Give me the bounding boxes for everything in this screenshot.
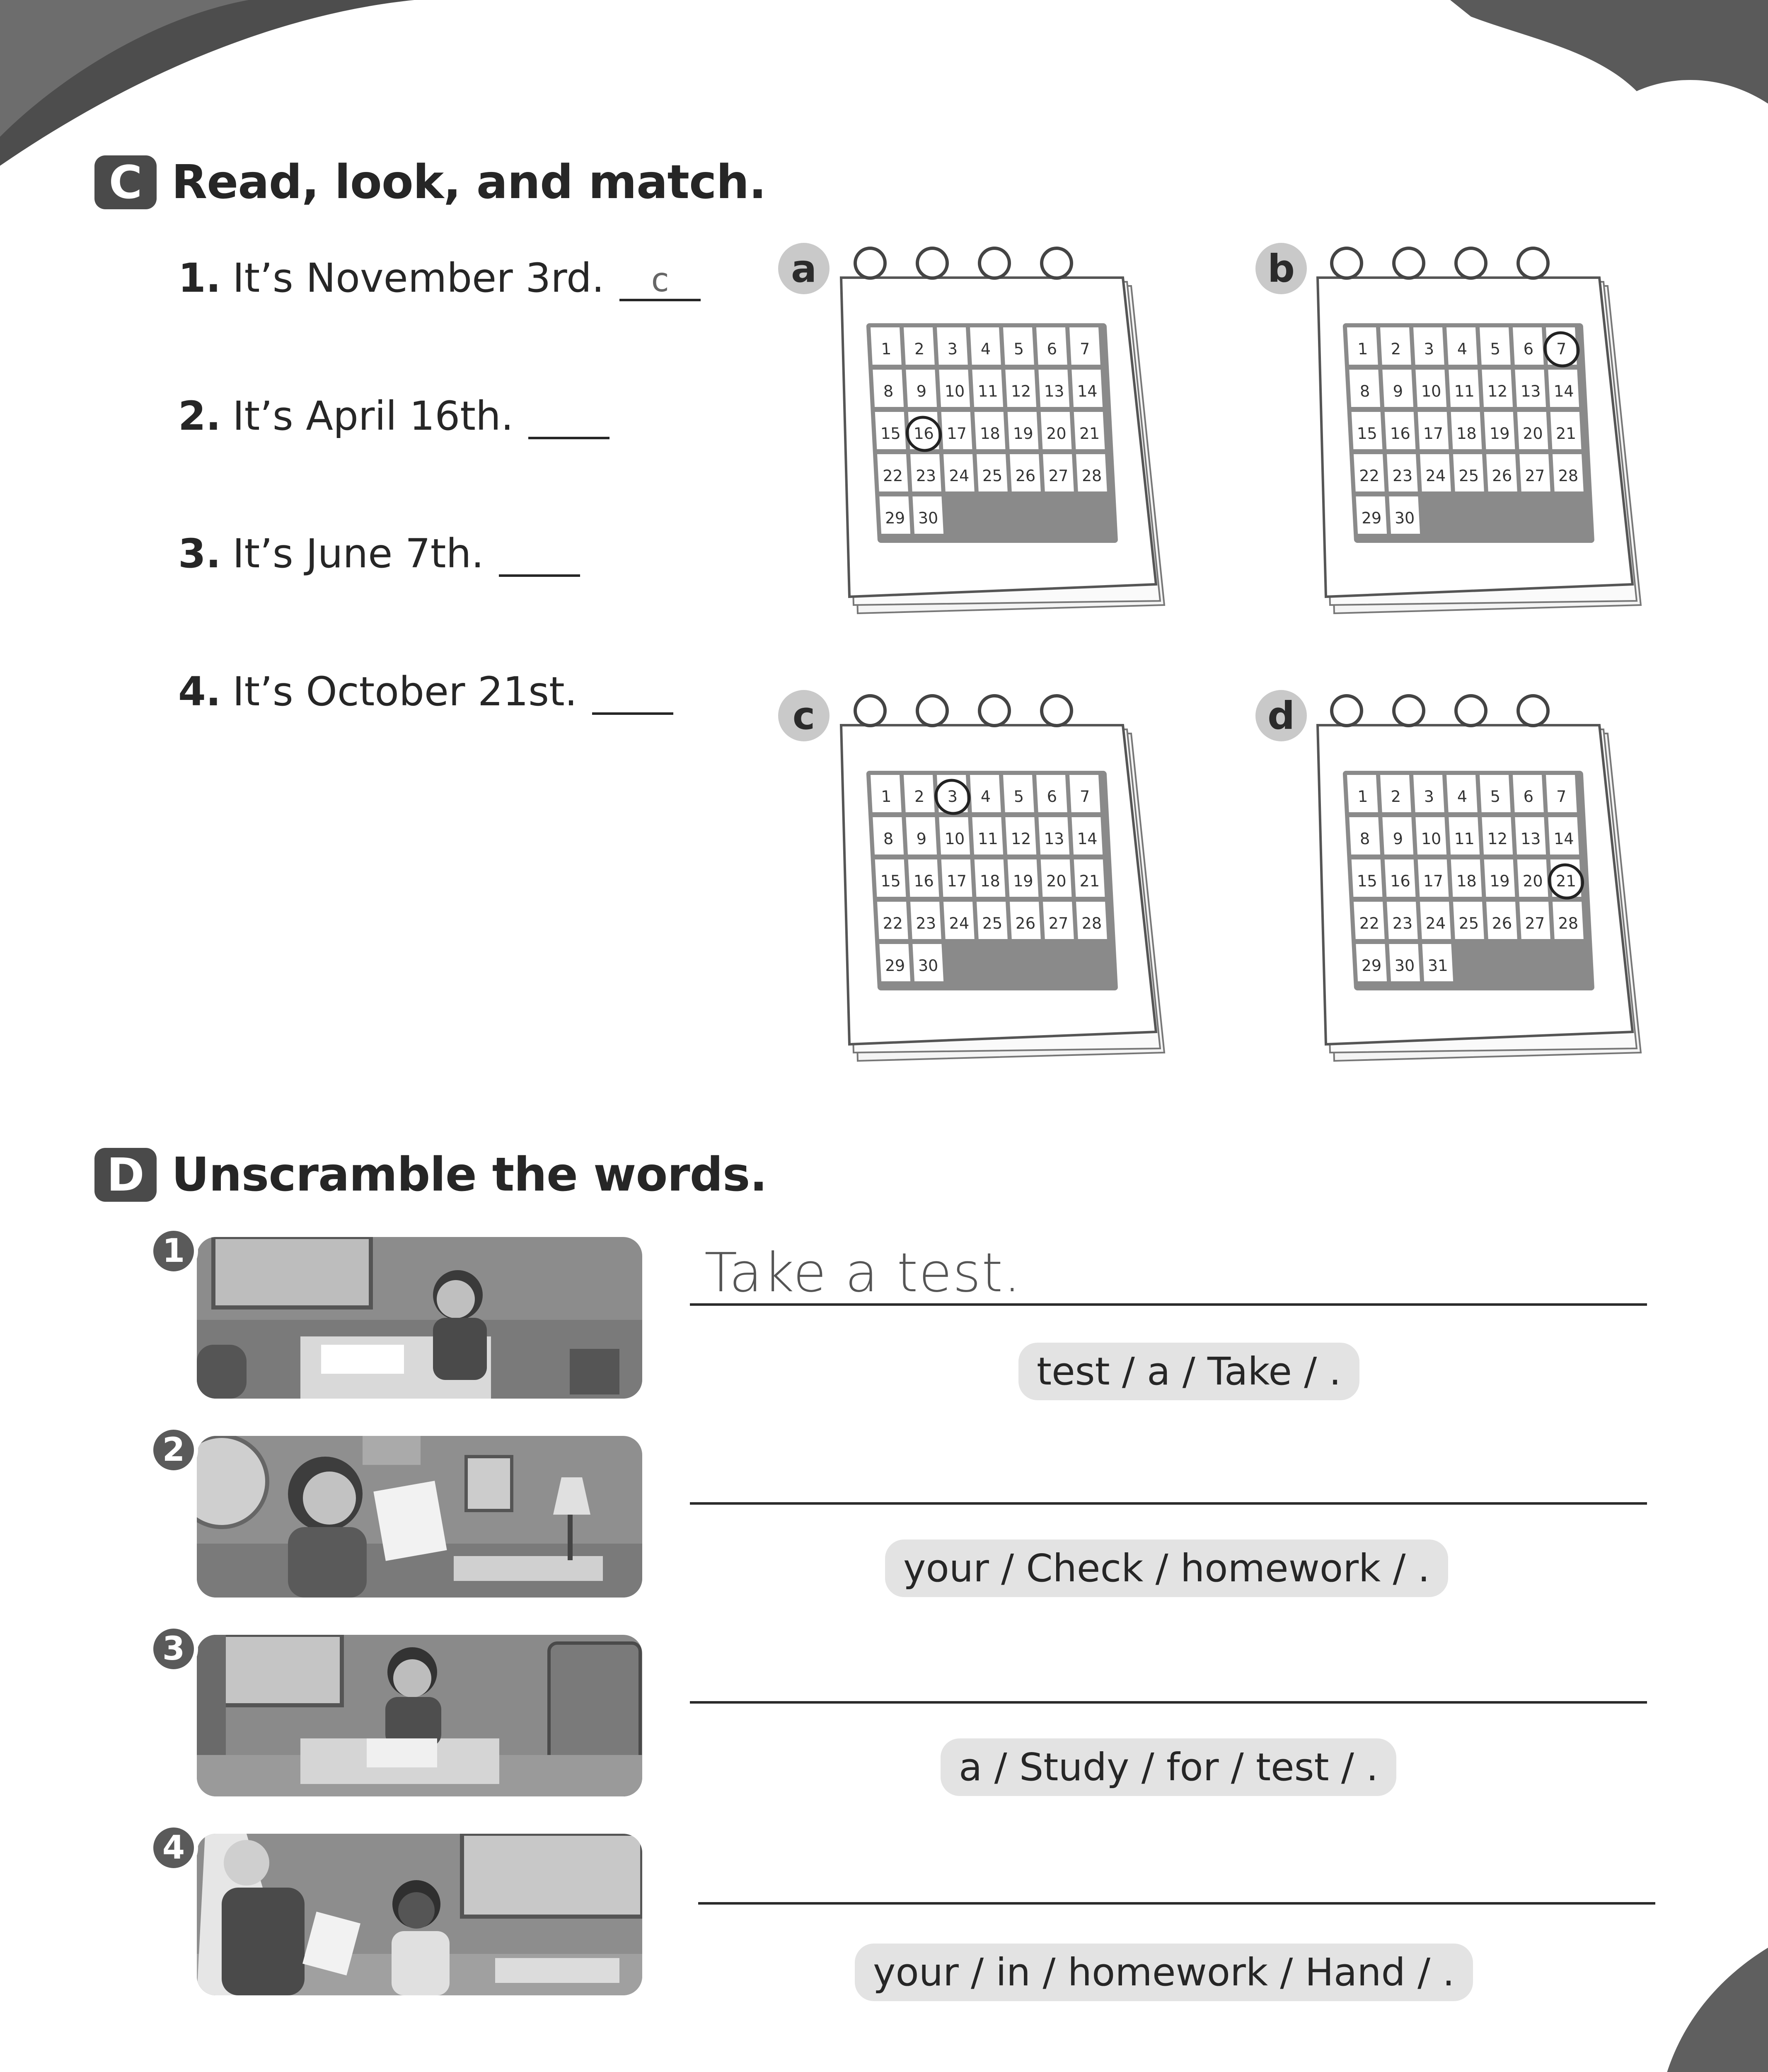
match-item-4 (178, 668, 673, 715)
calendar-day-label: 10 (1420, 382, 1442, 400)
calendar-day-label: 26 (1491, 467, 1513, 485)
section-d-header (94, 1148, 767, 1202)
calendar-day-label: 11 (1454, 830, 1475, 848)
calendar-day-label: 27 (1048, 467, 1069, 485)
calendar-letter-a: a (778, 243, 830, 294)
section-d-title: Unscramble the words. (172, 1148, 767, 1202)
calendar-day-label: 16 (1390, 424, 1411, 443)
calendar-ring (1042, 248, 1071, 278)
calendar-ring (1394, 696, 1424, 726)
calendar-day-label: 24 (1425, 914, 1446, 932)
calendar-day-label: 7 (1556, 787, 1567, 806)
picture-badge-1: 1 (149, 1227, 198, 1276)
calendar-day-label: 24 (948, 914, 970, 932)
calendar-day-label: 23 (915, 914, 937, 932)
calendar-day-label: 8 (883, 382, 894, 400)
picture-badge-4: 4 (149, 1823, 198, 1872)
calendar-day-label: 29 (1361, 956, 1382, 975)
calendar-day-label: 27 (1524, 467, 1546, 485)
answer-text-1: Take a test. (704, 1241, 1022, 1304)
calendar-day-label: 3 (947, 787, 958, 806)
calendar-day-label: 6 (1046, 787, 1057, 806)
answer-line-1[interactable] (690, 1303, 1647, 1306)
calendar-day-label: 9 (1392, 830, 1404, 848)
calendar-day-label: 21 (1555, 424, 1577, 443)
calendar-day-label: 3 (1423, 340, 1434, 358)
calendar-ring (1042, 696, 1071, 726)
calendar-day-label: 10 (1420, 830, 1442, 848)
scrambled-words-3: a / Study / for / test / . (941, 1738, 1396, 1796)
item-text: It’s October 21st. (232, 668, 578, 715)
calendar-day-label: 26 (1015, 467, 1036, 485)
calendar-day-label: 24 (1425, 467, 1446, 485)
calendar-day-label: 17 (1423, 872, 1444, 890)
calendar-day-label: 9 (916, 830, 927, 848)
answer-blank-4[interactable] (592, 679, 673, 715)
match-item-3 (178, 530, 580, 577)
calendar-day-label: 12 (1010, 382, 1032, 400)
bottom-decoration (1533, 1948, 1768, 2072)
calendar-day-label: 15 (1357, 424, 1378, 443)
calendar-day-label: 2 (1390, 340, 1401, 358)
calendar-day-label: 22 (882, 467, 904, 485)
calendar-ring (1332, 696, 1362, 726)
calendar-day-label: 29 (884, 956, 906, 975)
calendar-day-label: 19 (1489, 424, 1510, 443)
calendar-day-label: 12 (1487, 382, 1508, 400)
calendar-day-label: 15 (880, 872, 901, 890)
calendar-day-label: 14 (1076, 830, 1098, 848)
calendar-day-label: 6 (1523, 787, 1534, 806)
calendar-day-label: 7 (1079, 340, 1091, 358)
calendar-day-label: 1 (1357, 340, 1368, 358)
calendar-letter-b: b (1255, 243, 1307, 294)
calendar-day-label: 24 (948, 467, 970, 485)
calendar-day-label: 22 (1359, 467, 1380, 485)
calendar-day-label: 14 (1076, 382, 1098, 400)
calendar-grid (866, 771, 1118, 990)
calendar-day-label: 10 (944, 382, 965, 400)
calendar-day-label: 20 (1522, 872, 1543, 890)
calendar-a[interactable] (833, 240, 1197, 630)
section-c-header (94, 155, 766, 209)
calendar-ring (1456, 248, 1486, 278)
section-d-badge: D (94, 1148, 157, 1202)
item-number: 1. (178, 255, 221, 301)
calendar-day-label: 28 (1081, 467, 1103, 485)
match-item-1 (178, 255, 701, 301)
calendar-day-label: 18 (1456, 424, 1477, 443)
calendar-day-label: 31 (1427, 956, 1449, 975)
calendar-day-label: 27 (1524, 914, 1546, 932)
calendar-day-label: 9 (916, 382, 927, 400)
calendar-day-label: 21 (1555, 872, 1577, 890)
calendar-day-label: 4 (1456, 787, 1468, 806)
calendar-day-label: 25 (1458, 914, 1480, 932)
answer-line-3[interactable] (690, 1701, 1647, 1704)
calendar-day-label: 17 (1423, 424, 1444, 443)
calendar-day-label: 12 (1487, 830, 1508, 848)
calendar-day-label: 22 (1359, 914, 1380, 932)
calendar-day-label: 26 (1491, 914, 1513, 932)
calendar-letter-c: c (778, 690, 830, 741)
calendar-day-label: 13 (1520, 382, 1541, 400)
calendar-day-label: 11 (977, 382, 999, 400)
calendar-day-label: 19 (1013, 872, 1034, 890)
student-handing-in-homework-illustration (197, 1834, 642, 1995)
section-c-title: Read, look, and match. (172, 155, 766, 209)
calendar-letter-d: d (1255, 690, 1307, 741)
calendar-day-label: 20 (1046, 872, 1067, 890)
calendar-day-label: 11 (1454, 382, 1475, 400)
calendar-day-label: 20 (1046, 424, 1067, 443)
calendar-day-label: 13 (1520, 830, 1541, 848)
calendar-day-label: 8 (883, 830, 894, 848)
calendar-day-label: 15 (880, 424, 901, 443)
calendar-day-label: 29 (884, 509, 906, 527)
calendar-ring (980, 696, 1009, 726)
section-c-badge: C (94, 155, 157, 209)
answer-line-4[interactable] (698, 1902, 1655, 1905)
picture-badge-3: 3 (149, 1624, 198, 1673)
student-taking-test-illustration (197, 1237, 642, 1399)
calendar-day-label: 23 (1392, 467, 1413, 485)
calendar-day-label: 28 (1558, 467, 1579, 485)
picture-badge-2: 2 (149, 1426, 198, 1474)
answer-blank-3[interactable] (499, 541, 580, 577)
calendar-day-label: 19 (1489, 872, 1510, 890)
calendar-day-label: 20 (1522, 424, 1543, 443)
calendar-day-label: 12 (1010, 830, 1032, 848)
calendar-ring (1332, 248, 1362, 278)
calendar-ring (1518, 696, 1548, 726)
answer-blank-2[interactable] (528, 404, 609, 439)
item-number: 4. (178, 668, 221, 715)
calendar-day-label: 3 (1423, 787, 1434, 806)
picture-4 (197, 1834, 642, 1995)
calendar-ring (855, 696, 885, 726)
item-text: It’s November 3rd. (232, 255, 605, 301)
calendar-day-label: 16 (913, 424, 934, 443)
calendar-day-label: 2 (1390, 787, 1401, 806)
calendar-day-label: 16 (913, 872, 934, 890)
match-item-2 (178, 393, 609, 439)
calendar-day-label: 5 (1013, 787, 1024, 806)
calendar-day-label: 7 (1556, 340, 1567, 358)
calendar-grid (866, 323, 1118, 543)
calendar-ring (1394, 248, 1424, 278)
scrambled-words-2: your / Check / homework / . (885, 1539, 1448, 1597)
calendar-grid (1342, 323, 1594, 543)
calendar-ring (855, 248, 885, 278)
scrambled-words-1: test / a / Take / . (1018, 1343, 1359, 1400)
calendar-day-label: 4 (1456, 340, 1468, 358)
calendar-day-label: 18 (980, 872, 1001, 890)
calendar-c[interactable] (833, 688, 1197, 1077)
picture-2 (197, 1436, 642, 1598)
calendar-day-label: 23 (915, 467, 937, 485)
calendar-day-label: 21 (1079, 424, 1100, 443)
calendar-day-label: 19 (1013, 424, 1034, 443)
item-text: It’s June 7th. (232, 530, 484, 577)
calendar-day-label: 1 (1357, 787, 1368, 806)
calendar-day-label: 18 (1456, 872, 1477, 890)
calendar-d[interactable] (1309, 688, 1674, 1077)
calendar-day-label: 17 (946, 872, 967, 890)
calendar-day-label: 2 (914, 787, 925, 806)
calendar-day-label: 16 (1390, 872, 1411, 890)
calendar-day-label: 30 (917, 509, 939, 527)
calendar-day-label: 28 (1558, 914, 1579, 932)
student-checking-homework-illustration (197, 1436, 642, 1598)
calendar-day-label: 8 (1359, 382, 1371, 400)
calendar-ring (1518, 248, 1548, 278)
calendar-day-label: 5 (1490, 340, 1501, 358)
calendar-day-label: 6 (1523, 340, 1534, 358)
student-studying-illustration (197, 1635, 642, 1796)
calendar-day-label: 4 (980, 787, 991, 806)
calendar-day-label: 25 (982, 467, 1003, 485)
calendar-day-label: 25 (982, 914, 1003, 932)
calendar-day-label: 7 (1079, 787, 1091, 806)
calendar-day-label: 25 (1458, 467, 1480, 485)
item-text: It’s April 16th. (232, 393, 514, 439)
calendar-ring (917, 696, 947, 726)
calendar-day-label: 13 (1043, 382, 1065, 400)
calendar-day-label: 14 (1553, 830, 1575, 848)
calendar-day-label: 27 (1048, 914, 1069, 932)
calendar-day-label: 8 (1359, 830, 1371, 848)
calendar-day-label: 30 (1394, 509, 1415, 527)
calendar-day-label: 30 (917, 956, 939, 975)
calendar-ring (1456, 696, 1486, 726)
top-decoration (0, 0, 1768, 174)
calendar-day-label: 23 (1392, 914, 1413, 932)
calendar-day-label: 14 (1553, 382, 1575, 400)
item-number: 3. (178, 530, 221, 577)
calendar-day-label: 9 (1392, 382, 1404, 400)
calendar-grid (1342, 771, 1594, 990)
calendar-b[interactable] (1309, 240, 1674, 630)
calendar-day-label: 21 (1079, 872, 1100, 890)
calendar-day-label: 6 (1046, 340, 1057, 358)
calendar-day-label: 22 (882, 914, 904, 932)
calendar-day-label: 1 (880, 340, 892, 358)
scrambled-words-4: your / in / homework / Hand / . (855, 1944, 1473, 2001)
calendar-day-label: 1 (880, 787, 892, 806)
calendar-day-label: 28 (1081, 914, 1103, 932)
calendar-day-label: 5 (1490, 787, 1501, 806)
calendar-day-label: 2 (914, 340, 925, 358)
answer-line-2[interactable] (690, 1502, 1647, 1505)
calendar-ring (980, 248, 1009, 278)
calendar-day-label: 15 (1357, 872, 1378, 890)
calendar-day-label: 10 (944, 830, 965, 848)
calendar-day-label: 3 (947, 340, 958, 358)
calendar-day-label: 26 (1015, 914, 1036, 932)
calendar-day-label: 29 (1361, 509, 1382, 527)
calendar-day-label: 30 (1394, 956, 1415, 975)
calendar-day-label: 4 (980, 340, 991, 358)
picture-3 (197, 1635, 642, 1796)
answer-blank-1[interactable]: c (619, 266, 701, 301)
calendar-day-label: 18 (980, 424, 1001, 443)
calendar-day-label: 13 (1043, 830, 1065, 848)
calendar-day-label: 17 (946, 424, 967, 443)
calendar-day-label: 11 (977, 830, 999, 848)
item-number: 2. (178, 393, 221, 439)
calendar-day-label: 5 (1013, 340, 1024, 358)
picture-1 (197, 1237, 642, 1399)
calendar-ring (917, 248, 947, 278)
